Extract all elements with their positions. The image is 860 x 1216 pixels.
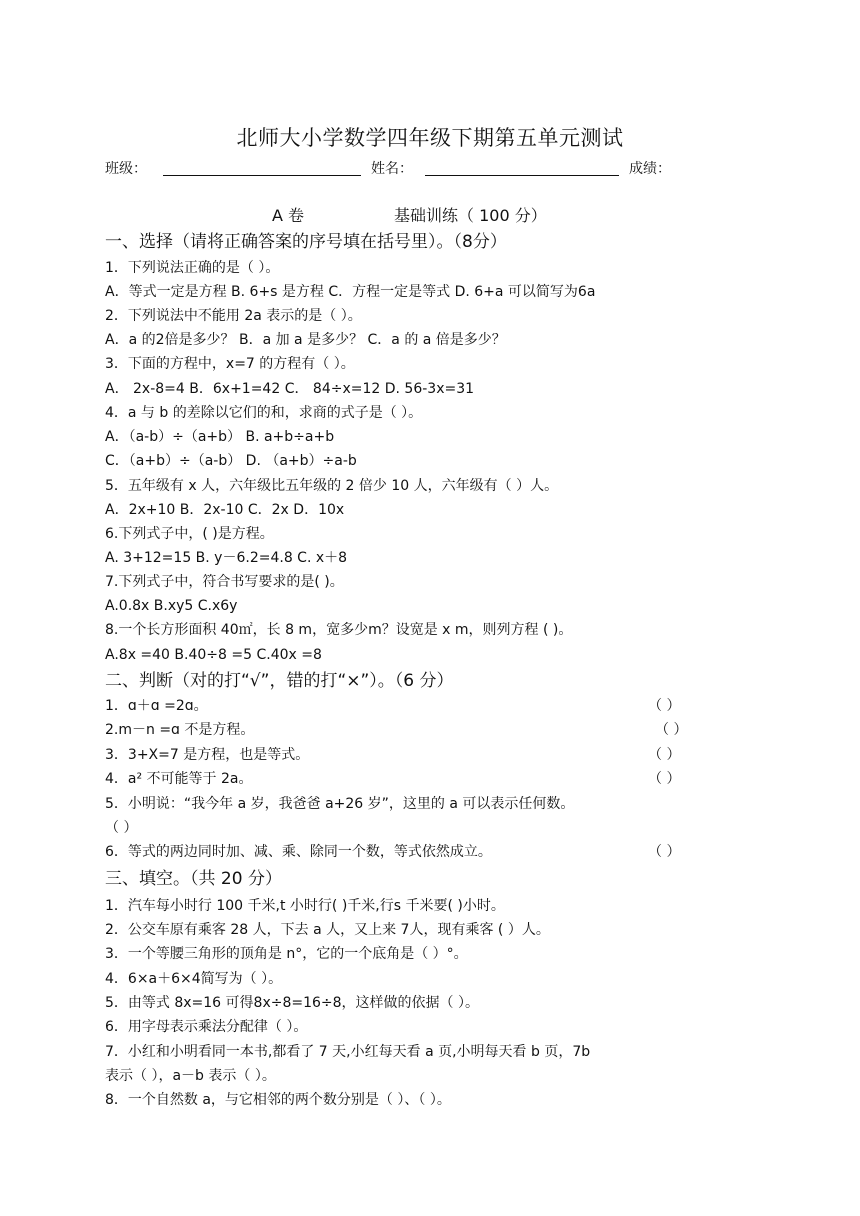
- fill-item: 5．由等式 8x=16 可得8x÷8=16÷8，这样做的依据（ ）。: [105, 995, 480, 1011]
- option-line: C．（a+b）÷（a-b） D. （a+b）÷a-b: [105, 453, 357, 469]
- answer-paren[interactable]: （ ）: [655, 722, 688, 738]
- name-blank[interactable]: [425, 175, 619, 176]
- name-label: 姓名：: [371, 161, 413, 177]
- part-a-subtitle: 基础训练（ 100 分）: [394, 206, 547, 225]
- section-2-heading: 二、判断（对的打“√”，错的打“×”）。（6 分）: [105, 671, 454, 691]
- question-line: 3．下面的方程中，x=7 的方程有（ ）。: [105, 356, 355, 372]
- fill-item: 7．小红和小明看同一本书,都看了 7 天,小红每天看 a 页,小明每天看 b 页，7b: [105, 1044, 591, 1060]
- question-line: 8.一个长方形面积 40㎡，长 8 m，宽多少m？设宽是 x m，则列方程 ( )。: [105, 622, 573, 638]
- exam-title: 北师大小学数学四年级下期第五单元测试: [236, 126, 624, 150]
- section-1-heading: 一、选择（请将正确答案的序号填在括号里）。（8分）: [105, 232, 507, 252]
- option-line: A. 3+12=15 B. y－6.2=4.8 C. x＋8: [105, 550, 348, 566]
- fill-item: 2．公交车原有乘客 28 人，下去 a 人，又上来 7人，现有乘客 ( ）人。: [105, 922, 550, 938]
- answer-paren[interactable]: （ ）: [648, 771, 681, 787]
- judge-item: 2.m－n =ɑ 不是方程。: [105, 722, 255, 738]
- judge-item: 4．a² 不可能等于 2a。: [105, 771, 253, 787]
- class-label: 班级：: [105, 161, 147, 177]
- fill-item-continuation: 表示（ ），a－b 表示（ ）。: [105, 1068, 276, 1084]
- class-blank[interactable]: [163, 175, 361, 176]
- part-a-label: A 卷: [272, 206, 305, 225]
- answer-paren[interactable]: （ ）: [648, 747, 681, 763]
- question-line: 1．下列说法正确的是（ ）。: [105, 260, 280, 276]
- judge-item: 1．ɑ＋ɑ =2ɑ。: [105, 698, 208, 714]
- fill-item: 6．用字母表示乘法分配律（ ）。: [105, 1019, 308, 1035]
- answer-paren[interactable]: （ ）: [105, 820, 138, 836]
- section-3-heading: 三、填空。（共 20 分）: [105, 869, 282, 889]
- option-line: A．2x+10 B．2x-10 C．2x D．10x: [105, 502, 345, 518]
- option-line: A.8x =40 B.40÷8 =5 C.40x =8: [105, 647, 322, 663]
- score-label: 成绩：: [629, 161, 671, 177]
- fill-item: 4．6×a＋6×4简写为（ ）。: [105, 971, 283, 987]
- judge-item: 6．等式的两边同时加、减、乘、除同一个数，等式依然成立。: [105, 844, 492, 860]
- judge-item: 5．小明说：“我今年 a 岁，我爸爸 a+26 岁”，这里的 a 可以表示任何数。: [105, 796, 575, 812]
- option-line: A． 2x-8=4 B．6x+1=42 C． 84÷x=12 D. 56-3x=31: [105, 381, 475, 397]
- question-line: 7.下列式子中，符合书写要求的是( )。: [105, 574, 344, 590]
- option-line: A．等式一定是方程 B. 6+s 是方程 C．方程一定是等式 D. 6+a 可以简写为6a: [105, 284, 596, 300]
- fill-item: 3．一个等腰三角形的顶角是 n°，它的一个底角是（ ）°。: [105, 946, 468, 962]
- question-line: 6.下列式子中，( )是方程。: [105, 526, 274, 542]
- question-line: 4．a 与 b 的差除以它们的和，求商的式子是（ ）。: [105, 405, 423, 421]
- fill-item: 8．一个自然数 a，与它相邻的两个数分别是（ ）、（ ）。: [105, 1092, 451, 1108]
- judge-item: 3．3+X=7 是方程，也是等式。: [105, 747, 310, 763]
- option-line: A．a 的2倍是多少？ B．a 加 a 是多少？ C．a 的 a 倍是多少？: [105, 332, 506, 348]
- question-line: 2．下列说法中不能用 2a 表示的是（ ）。: [105, 308, 362, 324]
- question-line: 5．五年级有 x 人，六年级比五年级的 2 倍少 10 人，六年级有（ ）人。: [105, 478, 559, 494]
- fill-item: 1．汽车每小时行 100 千米,t 小时行( )千米,行s 千米要( )小时。: [105, 898, 505, 914]
- option-line: A．（a-b）÷（a+b） B. a+b÷a+b: [105, 429, 335, 445]
- answer-paren[interactable]: （ ）: [648, 698, 681, 714]
- option-line: A.0.8x B.xy5 C.x6y: [105, 598, 238, 614]
- answer-paren[interactable]: （ ）: [648, 844, 681, 860]
